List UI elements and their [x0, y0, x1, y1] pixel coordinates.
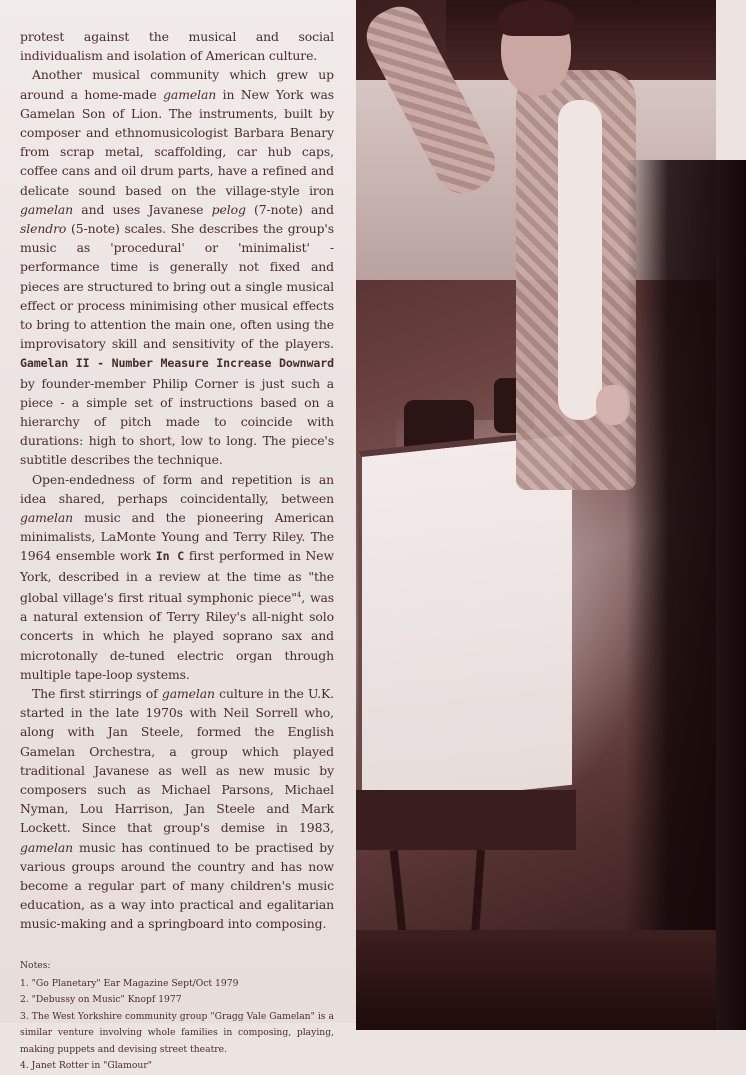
note-item: 3. The West Yorkshire community group "Gragg Vale Gamelan" is a similar venture involving whole families in composing, playing, making puppets and devising street theatre.	[20, 1010, 334, 1055]
text-run: , was a natural extension of Terry Riley's all-night solo concerts in which he played soprano sax and microtonally de-tuned electric organ through multiple tape-loop systems.	[20, 590, 334, 682]
italic-term: gamelan	[20, 201, 74, 217]
note-item: 1. "Go Planetary" Ear Magazine Sept/Oct 1979	[20, 978, 239, 990]
text-run: Open-endedness of form and repetition is an idea shared, perhaps coincidentally, between	[20, 471, 334, 506]
paragraph-1	[20, 27, 334, 65]
text-run: first performed in New York, described in a review at the time as "the global village's first ritual symphonic piece"	[20, 548, 334, 606]
note-item: 2. "Debussy on Music" Knopf 1977	[20, 994, 182, 1006]
paragraph-4	[20, 684, 334, 934]
photo-shirt	[558, 100, 602, 420]
photo-hand	[596, 385, 630, 425]
text-run: culture in the U.K. started in the late 1970s with Neil Sorrell who, along with Jan Steele, formed the English Gamelan Orchestra, a group which played traditional Javanese as well as new music by composers such as Michael Parsons, Michael Nyman, Lou Harrison, Jan Steele and Mark Lockett. Since that group's demise in 1983,	[20, 686, 334, 836]
italic-term: gamelan	[161, 686, 215, 702]
photo-hair	[499, 0, 573, 36]
paragraph-2	[20, 65, 334, 469]
work-title: In C	[155, 549, 185, 564]
photo-foreground-shadow	[626, 160, 746, 1030]
text-run: music and the pioneering American minimalists, LaMonte Young and Terry Riley. The 1964 ensemble work	[20, 510, 334, 564]
photo-desk	[356, 930, 716, 1030]
text-run: (7-note) and	[245, 201, 334, 217]
italic-term: pelog	[211, 201, 246, 217]
italic-term: gamelan	[20, 839, 74, 855]
photo-board-ledge	[356, 790, 576, 850]
text-run: Another musical community which grew up around a home-made	[20, 67, 334, 102]
text-run: music has continued to be practised by various groups around the country and has now become a regular part of many children's music education, as a way into practical and egalitarian music-making and a springboard into composing.	[20, 839, 334, 932]
notes-section	[20, 958, 334, 1075]
text-run: The first stirrings of	[32, 686, 162, 702]
text-run: in New York was Gamelan Son of Lion. The instruments, built by composer and ethnomusicologist Barbara Benary from scrap metal, scaffolding, car hub caps, coffee cans and oil drum parts, have a refined and delicate sound based on the village-style iron	[20, 86, 334, 198]
work-title: Gamelan II - Number Measure Increase Downward	[20, 356, 334, 371]
italic-term: gamelan	[20, 510, 74, 526]
text-run: (5-note) scales. She describes the group's music as 'procedural' or 'minimalist' - performance time is generally not fixed and pieces are structured to bring out a single musical effect or process minimising other musical effects to bring to attention the main one, often using the improvisatory skill and sensitivity of the players.	[20, 221, 334, 352]
paragraph-1-text: protest against the musical and social individualism and isolation of American culture.	[20, 29, 334, 64]
note-item: 4. Janet Rotter in "Glamour"	[20, 1060, 152, 1072]
italic-term: gamelan	[163, 86, 217, 102]
notes-title: Notes:	[20, 959, 51, 971]
conductor-photo	[356, 0, 716, 1023]
italic-term: slendro	[20, 221, 67, 237]
footnote-ref: 4	[296, 590, 302, 599]
text-run: by founder-member Philip Corner is just such a piece - a simple set of instructions based on a hierarchy of pitch made to coincide with durations: high to short, low to long. The piece's subtitle describes the technique.	[20, 375, 334, 468]
paragraph-3	[20, 470, 334, 684]
text-run: and uses Javanese	[73, 201, 212, 217]
article-column	[0, 0, 356, 1072]
photo-window	[446, 0, 716, 80]
article-body	[20, 27, 334, 934]
